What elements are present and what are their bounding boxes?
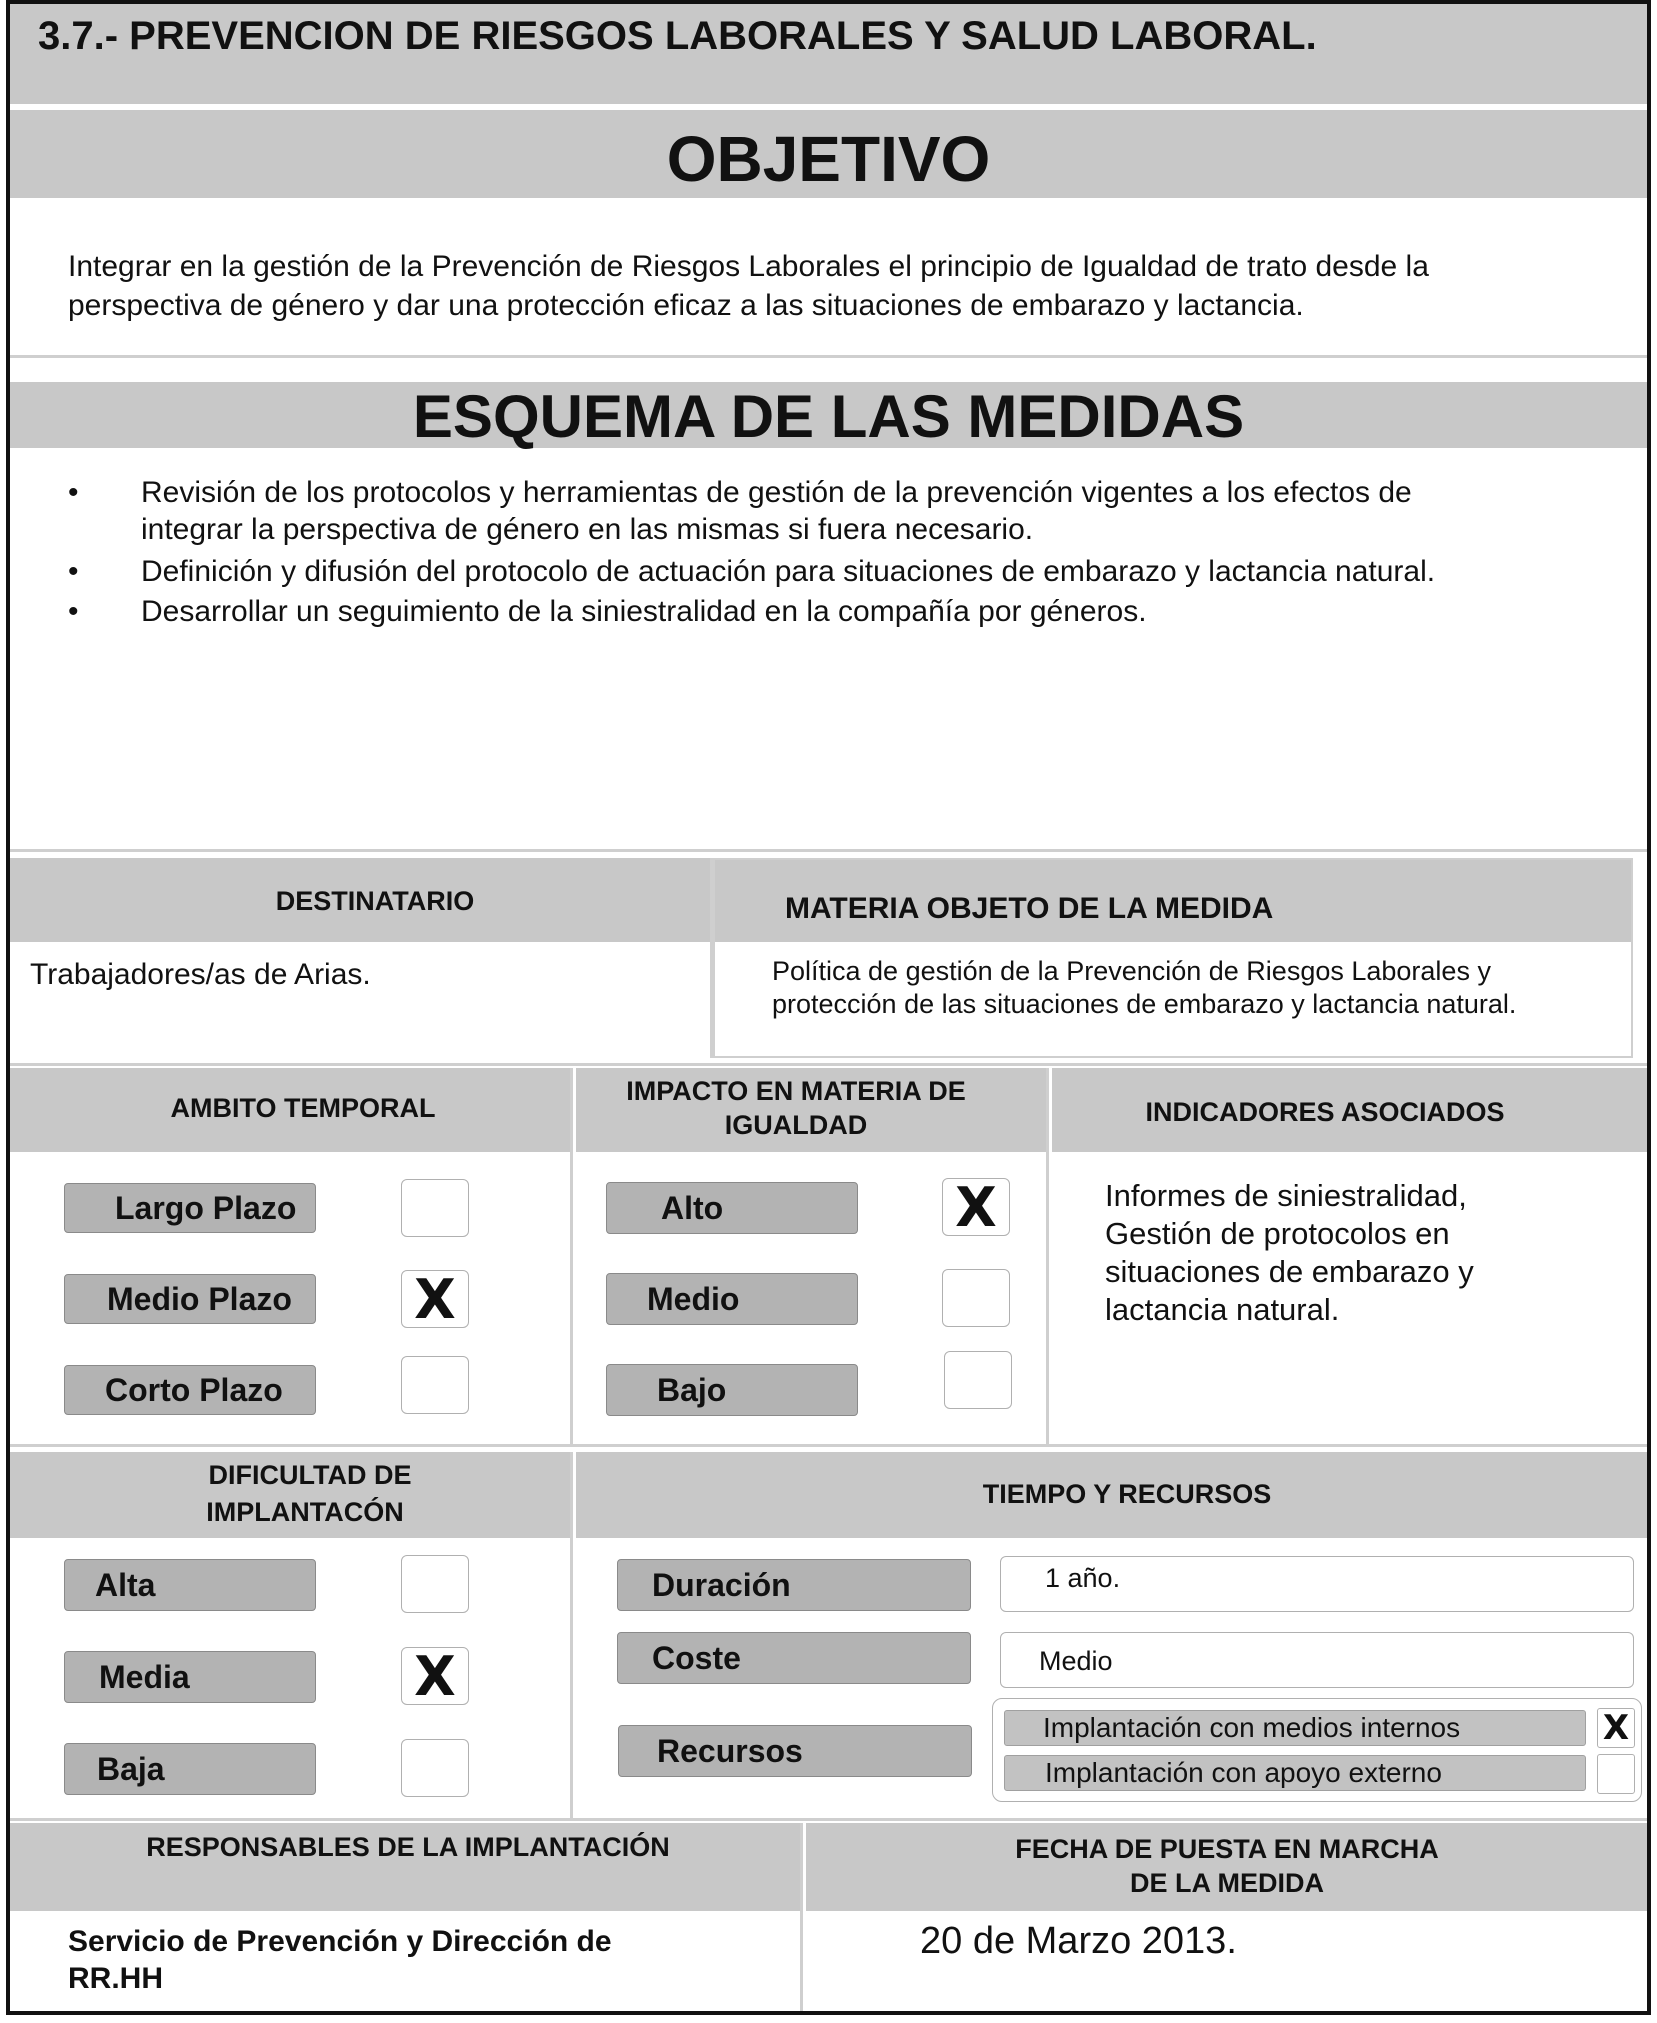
dificultad-heading-line-1: DIFICULTAD DE: [208, 1460, 412, 1490]
divider: [10, 1444, 1647, 1447]
ambito-heading: AMBITO TEMPORAL: [170, 1093, 436, 1123]
recursos-checkbox-medios-internos[interactable]: X: [1597, 1708, 1635, 1748]
esquema-heading: ESQUEMA DE LAS MEDIDAS: [412, 383, 1245, 450]
tiempo-heading: TIEMPO Y RECURSOS: [982, 1479, 1272, 1509]
impacto-heading-line-1: IMPACTO EN MATERIA DE: [626, 1076, 966, 1106]
fecha-value: 20 de Marzo 2013.: [920, 1920, 1237, 1962]
recursos-option-medios-internos: [1004, 1710, 1586, 1746]
fecha-heading-line-2: DE LA MEDIDA: [1130, 1868, 1324, 1898]
materia-text-line-2: protección de las situaciones de embarazo y lactancia natural.: [772, 989, 1517, 1019]
recursos-option-apoyo-externo: [1004, 1755, 1586, 1791]
objetivo-text-line-1: Integrar en la gestión de la Prevención de Riesgos Laborales el principio de Igualdad de trato desde la: [68, 250, 1429, 283]
indicadores-text-line-4: lactancia natural.: [1105, 1292, 1340, 1327]
coste-value: Medio: [1039, 1646, 1113, 1676]
dificultad-checkbox-alta[interactable]: [401, 1555, 469, 1613]
objetivo-text-line-2: perspectiva de género y dar una protección eficaz a las situaciones de embarazo y lactancia.: [68, 289, 1304, 322]
option-label: Bajo: [657, 1371, 727, 1408]
option-label: Implantación con apoyo externo: [1045, 1757, 1442, 1788]
ambito-option-corto-plazo: [64, 1365, 316, 1415]
section-title: 3.7.- PREVENCION DE RIESGOS LABORALES Y SALUD LABORAL.: [38, 14, 1317, 58]
option-label: Alto: [661, 1189, 724, 1226]
recursos-checkbox-apoyo-externo[interactable]: [1597, 1754, 1635, 1794]
responsables-heading: RESPONSABLES DE LA IMPLANTACIÓN: [146, 1832, 670, 1862]
divider: [10, 1063, 1647, 1066]
ambito-option-largo-plazo: [64, 1183, 316, 1233]
list-item-text: Definición y difusión del protocolo de actuación para situaciones de embarazo y lactancia natural.: [141, 555, 1436, 588]
dificultad-heading-line-2: IMPLANTACÓN: [206, 1497, 404, 1527]
duracion-value: 1 año.: [1045, 1563, 1121, 1593]
dificultad-option-media: [64, 1651, 316, 1703]
indicadores-text-line-1: Informes de siniestralidad,: [1105, 1178, 1467, 1213]
indicadores-text-line-3: situaciones de embarazo y: [1105, 1254, 1474, 1289]
option-label: Corto Plazo: [105, 1371, 283, 1408]
ambito-checkbox-medio-plazo[interactable]: X: [401, 1270, 469, 1328]
field-label: Recursos: [657, 1732, 803, 1769]
dificultad-option-baja: [64, 1743, 316, 1795]
divider: [10, 355, 1647, 358]
option-label: Medio: [647, 1280, 740, 1317]
indicadores-text-line-2: Gestión de protocolos en: [1105, 1216, 1450, 1251]
option-label: Baja: [97, 1750, 165, 1787]
option-label: Media: [99, 1658, 190, 1695]
divider: [570, 1068, 573, 1444]
recursos-label: [618, 1725, 972, 1777]
list-item-text: Revisión de los protocolos y herramientas de gestión de la prevención vigentes a los efectos de: [141, 476, 1412, 509]
list-bullet: •: [68, 595, 79, 628]
ambito-checkbox-corto-plazo[interactable]: [401, 1356, 469, 1414]
field-label: Coste: [652, 1639, 741, 1676]
list-item-text: integrar la perspectiva de género en las mismas si fuera necesario.: [141, 513, 1034, 546]
option-label: Medio Plazo: [107, 1280, 292, 1317]
duracion-field: [1000, 1556, 1634, 1612]
option-label: Largo Plazo: [115, 1189, 297, 1226]
destinatario-heading: DESTINATARIO: [275, 886, 475, 916]
divider: [1046, 1068, 1049, 1444]
option-label: Alta: [95, 1566, 156, 1603]
dificultad-option-alta: [64, 1559, 316, 1611]
impacto-option-medio: [606, 1273, 858, 1325]
dificultad-checkbox-media[interactable]: X: [401, 1647, 469, 1705]
destinatario-value: Trabajadores/as de Arias.: [30, 958, 371, 991]
impacto-checkbox-medio[interactable]: [942, 1269, 1010, 1327]
indicadores-heading: INDICADORES ASOCIADOS: [1145, 1097, 1505, 1127]
coste-field: [1000, 1632, 1634, 1688]
impacto-checkbox-alto[interactable]: X: [942, 1178, 1010, 1236]
objetivo-heading: OBJETIVO: [666, 123, 991, 195]
divider: [10, 1818, 1647, 1821]
option-label: Implantación con medios internos: [1043, 1712, 1461, 1743]
fecha-heading-line-1: FECHA DE PUESTA EN MARCHA: [1015, 1834, 1439, 1864]
responsables-text-line-1: Servicio de Prevención y Dirección de: [68, 1925, 612, 1958]
impacto-checkbox-bajo[interactable]: [944, 1351, 1012, 1409]
responsables-text-line-2: RR.HH: [68, 1962, 163, 1995]
materia-heading: MATERIA OBJETO DE LA MEDIDA: [785, 892, 1274, 925]
list-bullet: •: [68, 476, 79, 509]
dificultad-checkbox-baja[interactable]: [401, 1739, 469, 1797]
impacto-option-alto: [606, 1182, 858, 1234]
coste-label: [617, 1632, 971, 1684]
field-label: Duración: [652, 1566, 791, 1603]
ambito-checkbox-largo-plazo[interactable]: [401, 1179, 469, 1237]
impacto-heading-line-2: IGUALDAD: [724, 1110, 868, 1140]
duracion-label: [617, 1559, 971, 1611]
list-item-text: Desarrollar un seguimiento de la siniestralidad en la compañía por géneros.: [141, 595, 1147, 628]
list-bullet: •: [68, 555, 79, 588]
materia-text-line-1: Política de gestión de la Prevención de Riesgos Laborales y: [772, 956, 1491, 986]
ambito-option-medio-plazo: [64, 1274, 316, 1324]
divider: [10, 849, 1647, 852]
impacto-option-bajo: [606, 1364, 858, 1416]
